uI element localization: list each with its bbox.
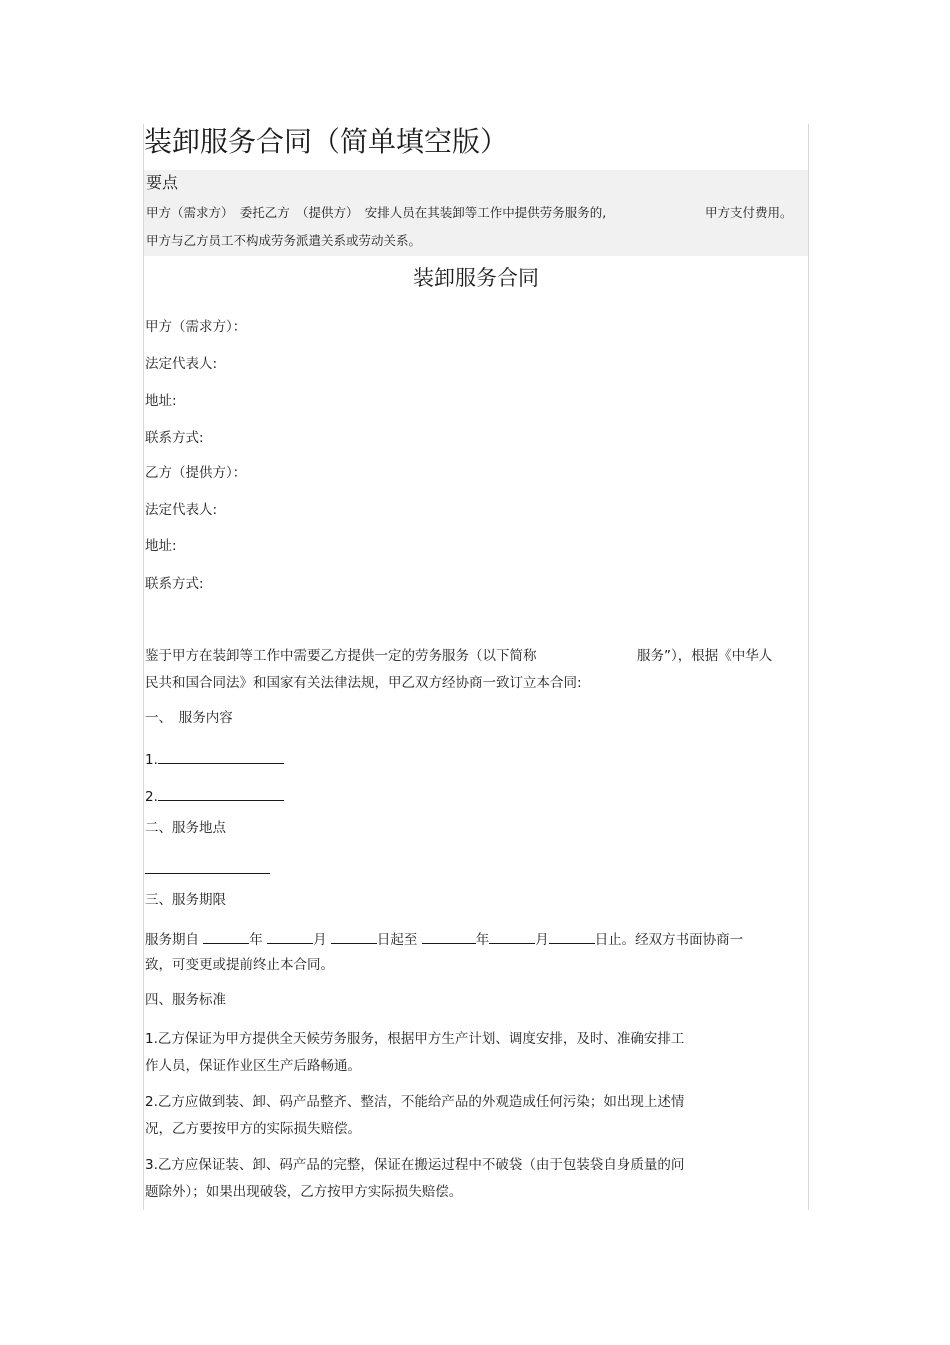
standard-item-2-line-2: 况，乙方要按甲方的实际损失赔偿。 [145, 1121, 361, 1137]
end-year-blank [422, 928, 476, 944]
section-4-heading: 四、服务标准 [145, 992, 226, 1008]
end-month-blank [489, 928, 535, 944]
standard-item-3-line-1: 3.乙方应保证装、卸、码产品的完整，保证在搬运过程中不破袋（由于包装袋自身质量的问 [145, 1157, 685, 1173]
party-a-address-label: 地址: [145, 393, 177, 409]
summary-line-1b: 甲方支付费用。 [705, 205, 793, 220]
start-year-label: 年 [249, 932, 263, 948]
party-b-contact-label: 联系方式: [145, 576, 204, 592]
summary-line-2: 甲方与乙方员工不构成劳务派遣关系或劳动关系。 [146, 233, 422, 248]
preamble-line-1b: 服务”），根据《中华人 [637, 648, 773, 664]
party-b-name-label: 乙方（提供方）： [145, 465, 247, 481]
standard-item-1-line-2: 作人员，保证作业区生产后路畅通。 [145, 1058, 361, 1074]
document-title: 装卸服务合同（简单填空版） [144, 125, 509, 158]
service-item-2-blank [158, 785, 284, 801]
service-period-line-1 [145, 928, 743, 950]
period-prefix: 服务期自 [145, 932, 199, 948]
service-item-2-number: 2. [145, 789, 158, 805]
section-3-heading: 三、服务期限 [145, 892, 226, 908]
start-day-label: 日起至 [376, 932, 418, 948]
standard-item-1-line-1: 1.乙方保证为甲方提供全天候劳务服务，根据甲方生产计划、调度安排，及时、准确安排工 [145, 1031, 685, 1047]
party-b-rep-label: 法定代表人: [145, 502, 218, 518]
party-a-rep-label: 法定代表人: [145, 356, 218, 372]
start-day-blank [331, 928, 377, 944]
preamble-line-2: 民共和国合同法》和国家有关法律法规，甲乙双方经协商一致订立本合同: [145, 675, 582, 691]
standard-item-2-line-1: 2.乙方应做到装、卸、码产品整齐、整洁，不能给产品的外观造成任何污染；如出现上述情 [145, 1094, 685, 1110]
service-item-1 [145, 748, 284, 770]
document-page [143, 124, 809, 1210]
preamble-line-1a: 鉴于甲方在装卸等工作中需要乙方提供一定的劳务服务（以下简称 [145, 648, 537, 664]
summary-line-1a: 甲方（需求方） 委托乙方 （提供方） 安排人员在其装卸等工作中提供劳务服务的, [146, 205, 607, 220]
end-day-label: 日止。经双方书面协商一 [594, 932, 744, 948]
start-month-blank [267, 928, 313, 944]
party-b-address-label: 地址: [145, 538, 177, 554]
standard-item-3-line-2: 题除外）；如果出现破袋，乙方按甲方实际损失赔偿。 [145, 1184, 463, 1200]
service-location-blank [145, 873, 270, 874]
summary-box [144, 170, 808, 256]
service-item-2 [145, 785, 284, 807]
start-month-label: 月 [313, 932, 327, 948]
party-a-contact-label: 联系方式: [145, 430, 204, 446]
section-1-heading: 一、 服务内容 [145, 710, 233, 726]
end-day-blank [549, 928, 595, 944]
end-year-label: 年 [475, 932, 490, 948]
end-month-label: 月 [535, 932, 549, 948]
section-2-heading: 二、服务地点 [145, 820, 226, 836]
contract-title: 装卸服务合同 [413, 266, 539, 290]
service-item-1-blank [158, 748, 284, 764]
summary-heading: 要点 [146, 173, 179, 192]
party-a-name-label: 甲方（需求方）： [145, 319, 247, 335]
service-item-1-number: 1. [145, 752, 158, 768]
service-period-line-2: 致，可变更或提前终止本合同。 [145, 957, 334, 973]
start-year-blank [203, 928, 249, 944]
